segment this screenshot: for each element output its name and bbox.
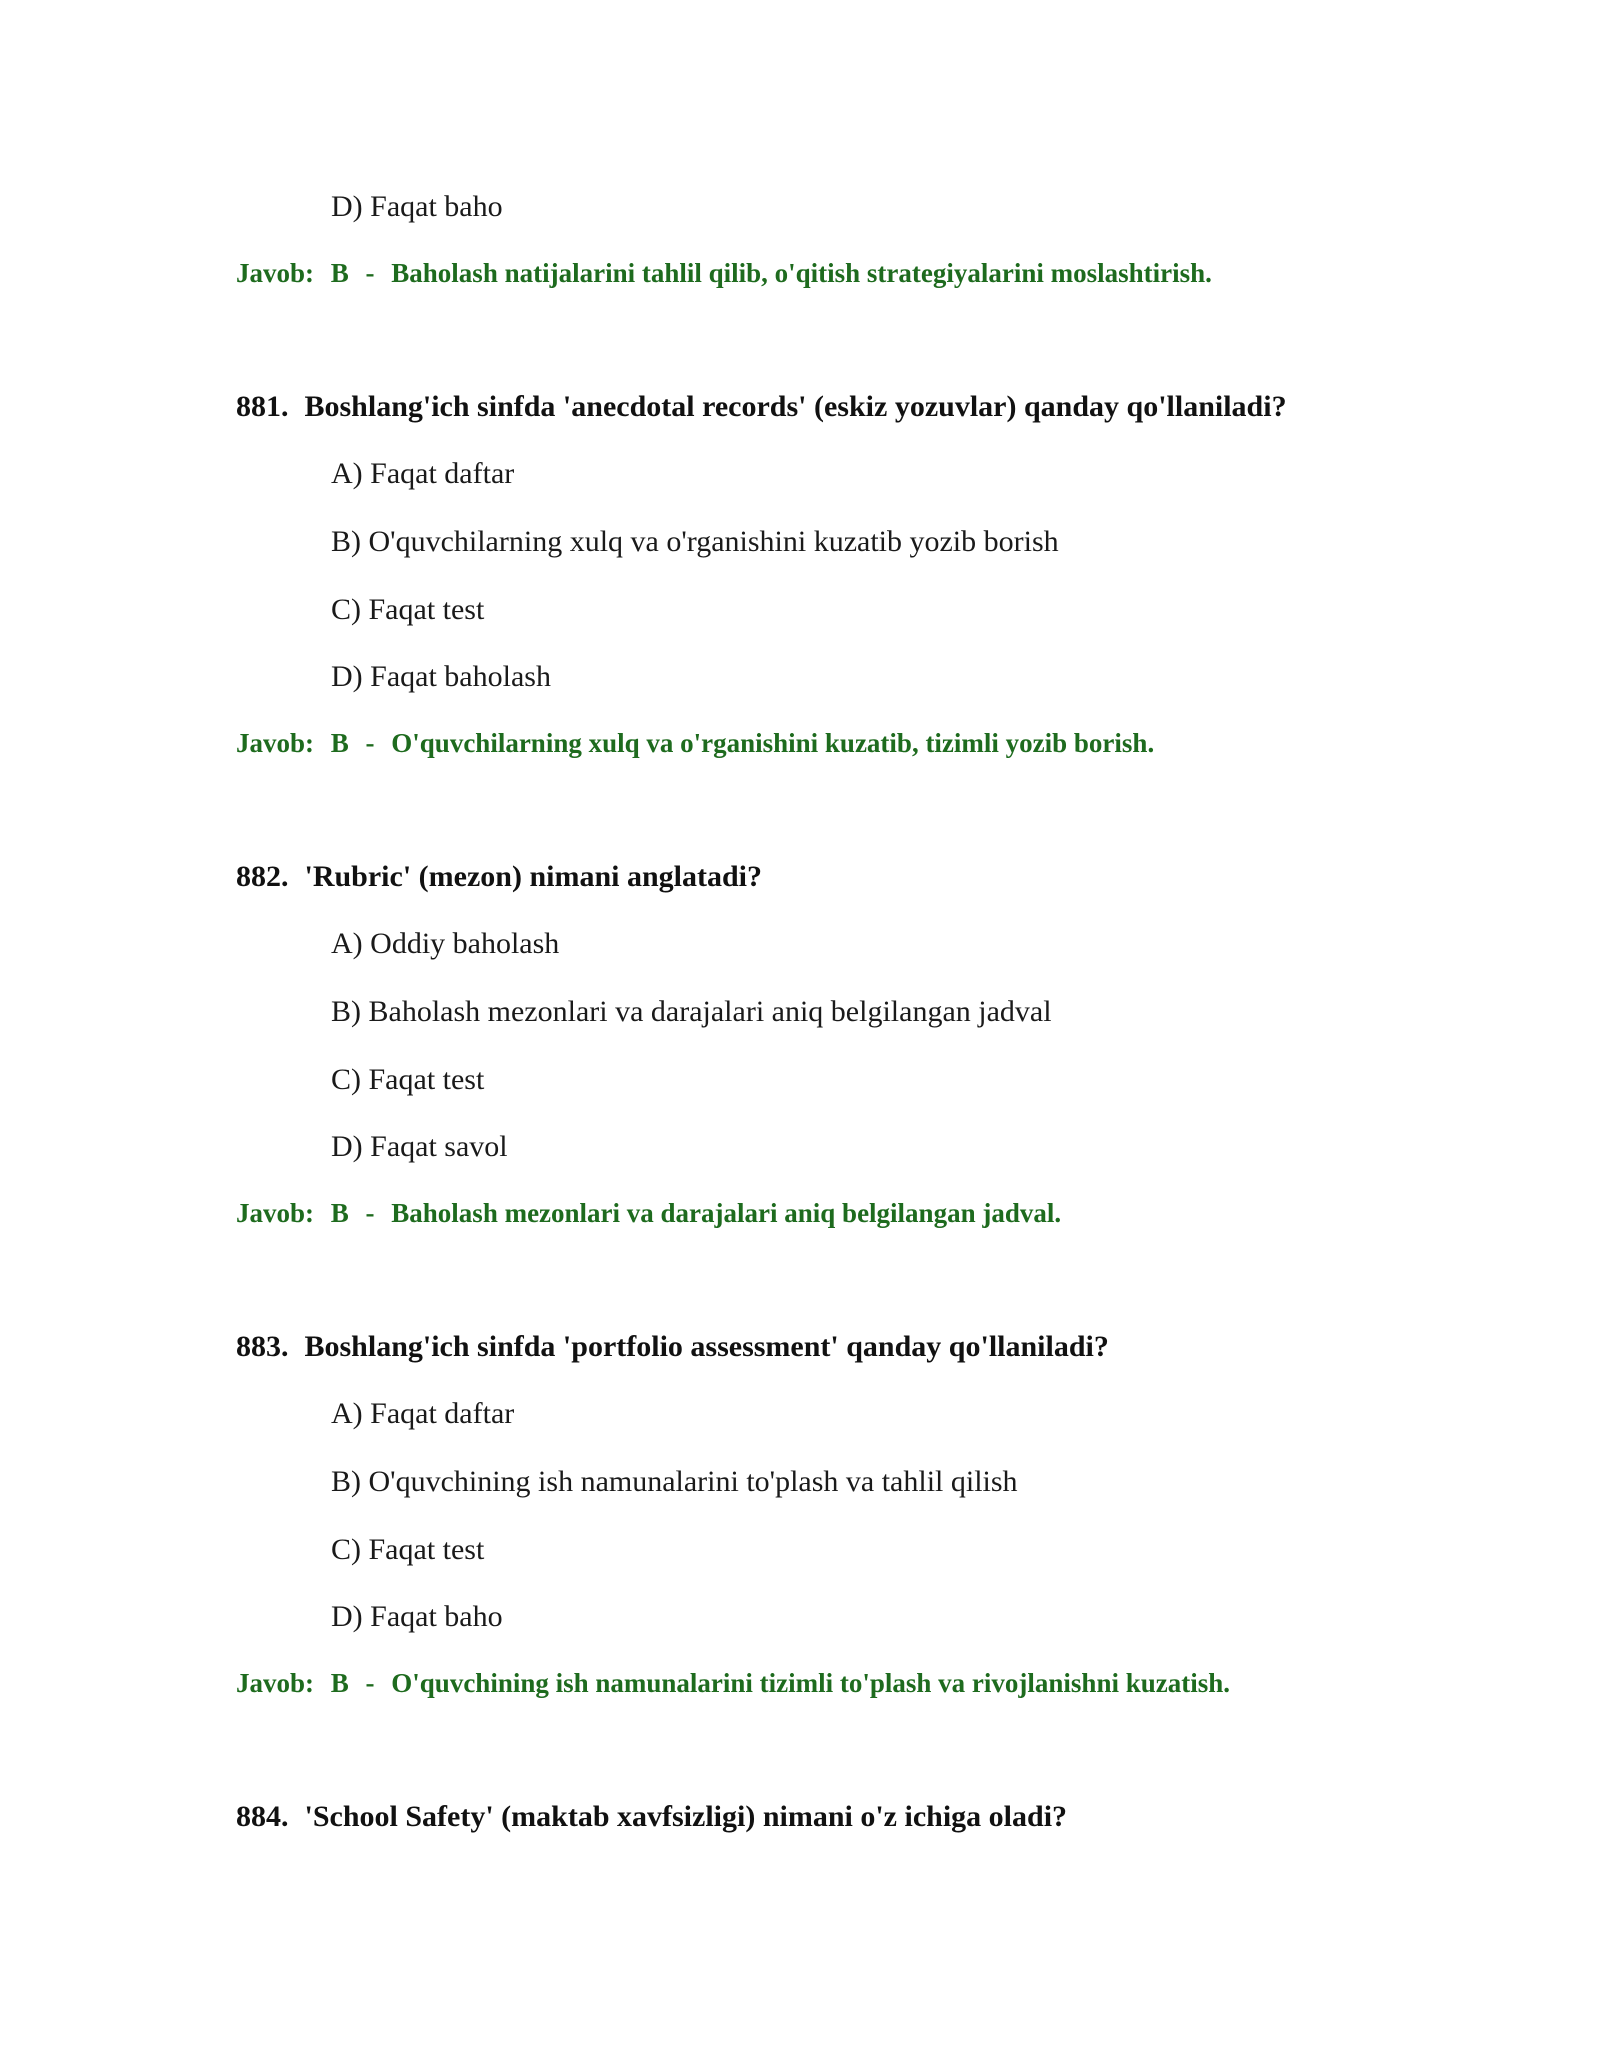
question-number: 883.: [236, 1330, 289, 1363]
answer-label: Javob:: [236, 1198, 315, 1228]
answer-text: O'quvchining ish namunalarini tizimli to'plash va rivojlanishni kuzatish.: [391, 1668, 1230, 1698]
answer-dash: -: [365, 1668, 375, 1698]
answer-letter: B: [330, 1668, 349, 1698]
option-d: D) Faqat baho: [331, 1600, 503, 1633]
question-text: 'School Safety' (maktab xavfsizligi) nimani o'z ichiga oladi?: [304, 1800, 1068, 1833]
answer-dash: -: [365, 258, 375, 288]
question-text: Boshlang'ich sinfda 'anecdotal records' (eskiz yozuvlar) qanday qo'llaniladi?: [304, 390, 1287, 423]
option-c: C) Faqat test: [331, 1533, 485, 1566]
option-c: C) Faqat test: [331, 593, 485, 626]
question-number: 884.: [236, 1800, 289, 1833]
answer-letter: B: [330, 1198, 349, 1228]
option-a: A) Oddiy baholash: [331, 927, 560, 960]
question-heading: [236, 1802, 1067, 1832]
answer-line: [236, 1200, 1061, 1227]
option-b: B) O'quvchining ish namunalarini to'plash va tahlil qilish: [331, 1465, 1018, 1498]
answer-dash: -: [365, 728, 375, 758]
answer-label: Javob:: [236, 728, 315, 758]
answer-text: O'quvchilarning xulq va o'rganishini kuzatib, tizimli yozib borish.: [391, 728, 1155, 758]
answer-line: [236, 1670, 1230, 1697]
answer-label: Javob:: [236, 258, 315, 288]
answer-letter: B: [330, 258, 349, 288]
question-text: 'Rubric' (mezon) nimani anglatadi?: [304, 860, 763, 893]
option-c: C) Faqat test: [331, 1063, 485, 1096]
question-number: 881.: [236, 390, 289, 423]
question-heading: [236, 392, 1287, 422]
answer-text: Baholash mezonlari va darajalari aniq belgilangan jadval.: [391, 1198, 1062, 1228]
option-d: D) Faqat savol: [331, 1130, 508, 1163]
answer-line: [236, 730, 1154, 757]
option-b: B) O'quvchilarning xulq va o'rganishini kuzatib yozib borish: [331, 525, 1059, 558]
question-heading: [236, 862, 762, 892]
answer-dash: -: [365, 1198, 375, 1228]
option-d: D) Faqat baho: [331, 190, 503, 223]
question-number: 882.: [236, 860, 289, 893]
answer-letter: B: [330, 728, 349, 758]
answer-line: [236, 260, 1212, 287]
option-a: A) Faqat daftar: [331, 1397, 515, 1430]
answer-text: Baholash natijalarini tahlil qilib, o'qitish strategiyalarini moslashtirish.: [391, 258, 1212, 288]
question-text: Boshlang'ich sinfda 'portfolio assessment' qanday qo'llaniladi?: [304, 1330, 1109, 1363]
question-heading: [236, 1332, 1109, 1362]
answer-label: Javob:: [236, 1668, 315, 1698]
option-b: B) Baholash mezonlari va darajalari aniq belgilangan jadval: [331, 995, 1052, 1028]
option-d: D) Faqat baholash: [331, 660, 551, 693]
option-a: A) Faqat daftar: [331, 457, 515, 490]
